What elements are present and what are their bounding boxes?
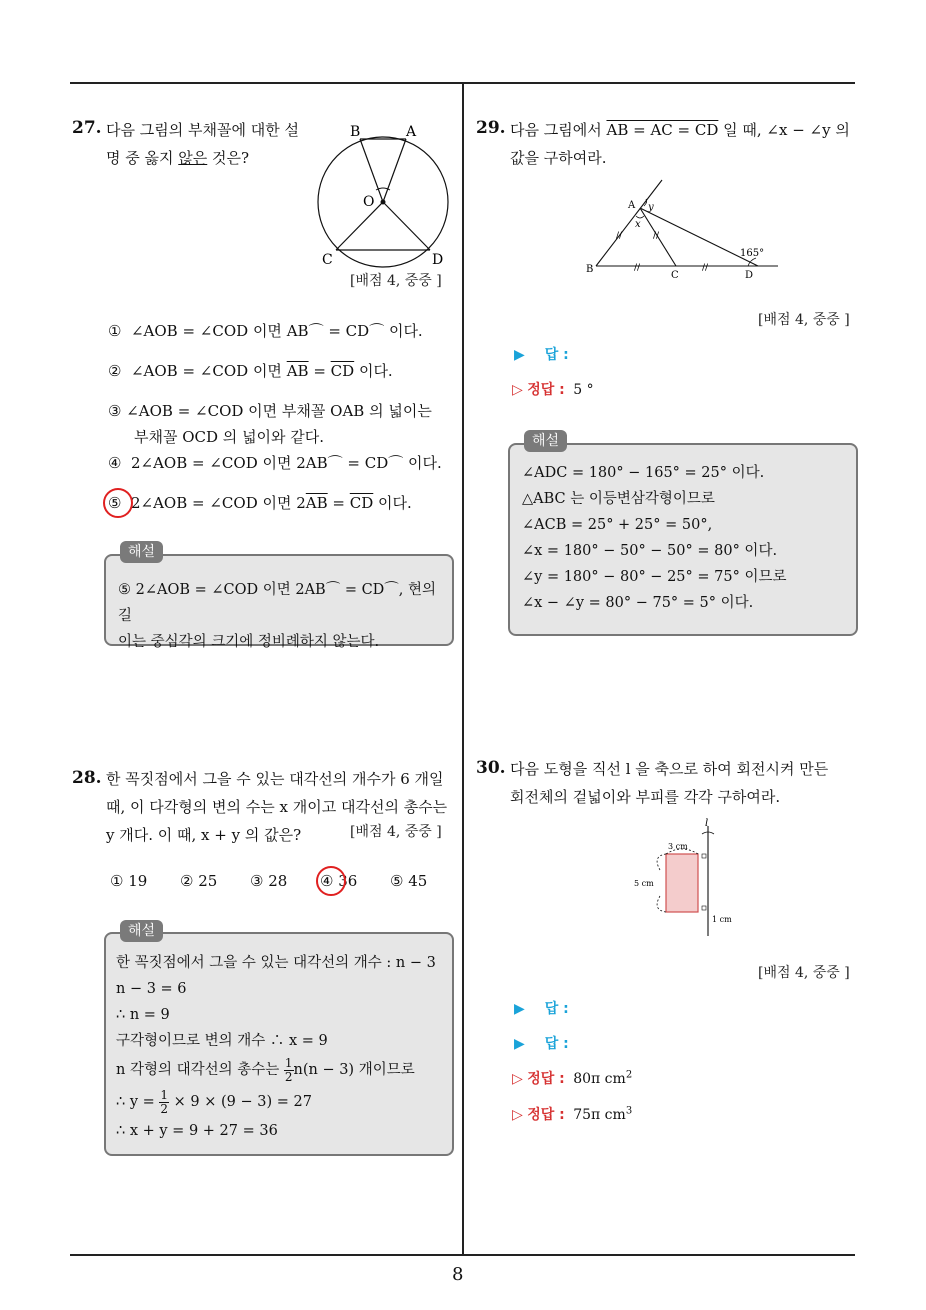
q27-solution-tab: 해설 [120,541,163,563]
q28-option-4[interactable]: ④ 36 [320,872,358,890]
q27-sol-line1: ⑤ 2∠AOB = ∠COD 이면 2AB⌒ = CD⌒, 현의 길 [118,582,437,624]
q30-correct-value-1: 80π $cm^2$ [573,1069,633,1087]
q27-text-line1: 다음 그림의 부채꼴에 대한 설 [106,121,299,139]
q29-answer-line: ▶ 답 : [514,347,569,363]
q28-text-line3: y 개다. 이 때, x + y 의 값은? [106,826,302,844]
q29-correct-line: ▷ 정답 : 5 ° [512,382,594,398]
q28-option-1[interactable]: ① 19 [110,872,148,890]
q30-label-l: l [705,818,709,829]
q29-label-x: x [635,219,641,230]
q30-rotation-figure [630,816,740,940]
q29-text [510,116,860,172]
correct-triangle-icon: ▷ [512,1107,523,1123]
q30-label-3cm: 3 cm [668,842,688,851]
q27-option-1[interactable]: ① ∠AOB = ∠COD 이면 AB⌒ = CD⌒ 이다. [108,322,423,340]
q28-fraction-half-2: $\frac{1}{2}$ [160,1087,169,1116]
q27-selected-mark [103,488,133,518]
q27-option-5[interactable]: ⑤ 2∠AOB = ∠COD 이면 $2\overline{AB} = \overline{CD}$ 이다. [108,494,412,512]
q28-sol-line5: n 각형의 대각선의 총수는 $\frac{1}{2}$ n(n − 3) 개이므로 [116,1055,415,1084]
answer-arrow-icon: ▶ [514,347,525,363]
q30-correct-line-1: ▷ 정답 : 80π $cm^2$ [512,1069,633,1087]
correct-triangle-icon: ▷ [512,1071,523,1087]
q29-sol-line3: ∠ACB = 25° + 25° = 50°, [522,517,713,533]
svg-text://: // [702,263,709,273]
page-number: 8 [452,1264,464,1285]
q29-label-A: A [628,200,636,211]
q28-text-line2: 때, 이 다각형의 변의 수는 x 개이고 대각선의 총수는 [106,798,448,816]
q28-sol-line4: 구각형이므로 변의 개수 ∴ x = 9 [116,1033,328,1049]
q29-sol-line1: ∠ADC = 180° − 165° = 25° 이다. [522,465,765,481]
q29-sol-line5: ∠y = 180° − 80° − 25° = 75° 이므로 [522,569,787,585]
q30-number: 30. [476,758,506,778]
q28-option-2[interactable]: ② 25 [180,872,218,890]
q27-option-3-cont: 부채꼴 OCD 의 넓이와 같다. [134,428,325,446]
q27-text-line2: 명 중 옳지 않은 것은? [106,149,250,167]
q27-text [106,116,316,172]
q29-sol-line4: ∠x = 180° − 50° − 50° = 80° 이다. [522,543,778,559]
q30-answer-line-2: ▶ 답 : [514,1036,569,1052]
q28-sol-line1: 한 꼭짓점에서 그을 수 있는 대각선의 개수 : n − 3 [116,955,436,971]
q28-solution-tab: 해설 [120,920,163,942]
q28-sol-line6: ∴ y = $\frac{1}{2}$ × 9 × (9 − 3) = 27 [116,1087,312,1116]
column-divider [462,84,464,1254]
q29-label-165: 165° [740,248,765,259]
q29-text-line2: 값을 구하여라. [510,149,607,167]
q27-label-A: A [406,124,417,140]
q27-number: 27. [72,118,102,138]
bottom-rule [70,1254,855,1256]
q27-label-C: C [322,252,333,268]
q29-solution-tab: 해설 [524,430,567,452]
q30-answer-line-1: ▶ 답 : [514,1001,569,1017]
svg-text://: // [634,263,641,273]
q29-label-y: y [648,202,654,213]
q30-rectangle [666,854,698,912]
answer-arrow-icon: ▶ [514,1001,525,1017]
answer-arrow-icon: ▶ [514,1036,525,1052]
q27-sector-figure [310,118,460,268]
q28-sol-line2: n − 3 = 6 [116,981,187,997]
q27-option-3[interactable]: ③ ∠AOB = ∠COD 이면 부채꼴 OAB 의 넓이는 [108,402,432,420]
q30-correct-line-2: ▷ 정답 : 75π $cm^3$ [512,1105,633,1123]
q28-option-5[interactable]: ⑤ 45 [390,872,428,890]
q27-solution-text [118,577,448,655]
q27-score: [배점 4, 중중 ] [350,273,442,289]
q28-sol-line7: ∴ x + y = 9 + 27 = 36 [116,1123,278,1139]
q28-fraction-half: $\frac{1}{2}$ [284,1055,293,1084]
q28-number: 28. [72,768,102,788]
svg-text://: // [616,231,623,241]
svg-text://: // [653,231,660,241]
q27-sol-line2: 이는 중심각의 크기에 정비례하지 않는다. [118,634,380,650]
q30-label-5cm: 5 cm [634,879,654,888]
q30-text-line2: 회전체의 겉넓이와 부피를 각각 구하여라. [510,788,781,806]
q28-option-3[interactable]: ③ 28 [250,872,288,890]
q29-score: [배점 4, 중중 ] [758,312,850,328]
q28-solution-text [116,950,450,1144]
q27-options [108,318,458,516]
q27-label-D: D [432,252,444,268]
q28-text-line1: 한 꼭짓점에서 그을 수 있는 대각선의 개수가 6 개일 [106,770,444,788]
q28-score: [배점 4, 중중 ] [350,824,442,840]
q30-label-1cm: 1 cm [712,915,732,924]
q29-label-D: D [745,270,754,281]
q30-text [510,755,860,811]
q30-score: [배점 4, 중중 ] [758,965,850,981]
q29-solution-text [522,460,852,616]
q29-sol-line2: △ABC 는 이등변삼각형이므로 [522,491,715,507]
q29-sol-line6: ∠x − ∠y = 80° − 75° = 5° 이다. [522,595,754,611]
q30-correct-value-2: 75π $cm^3$ [573,1105,633,1123]
q27-option-2[interactable]: ② ∠AOB = ∠COD 이면 $\overline{AB} = \overline{CD}$ 이다. [108,362,393,380]
q27-label-O: O [363,194,375,210]
q29-label-C: C [671,270,679,281]
q29-triangle-figure [580,172,790,282]
q29-correct-value: 5 ° [573,382,594,398]
q30-text-line1: 다음 도형을 직선 l 을 축으로 하여 회전시켜 만든 [510,760,829,778]
q27-option-4[interactable]: ④ 2∠AOB = ∠COD 이면 2AB⌒ = CD⌒ 이다. [108,454,442,472]
correct-triangle-icon: ▷ [512,382,523,398]
q28-selected-mark [316,866,346,896]
q29-text-line1: 다음 그림에서 AB = AC = CD 일 때, ∠x − ∠y 의 [510,121,850,139]
q29-number: 29. [476,118,506,138]
q28-sol-line3: ∴ n = 9 [116,1007,170,1023]
q29-label-B: B [586,264,594,275]
q27-label-B: B [350,124,361,140]
